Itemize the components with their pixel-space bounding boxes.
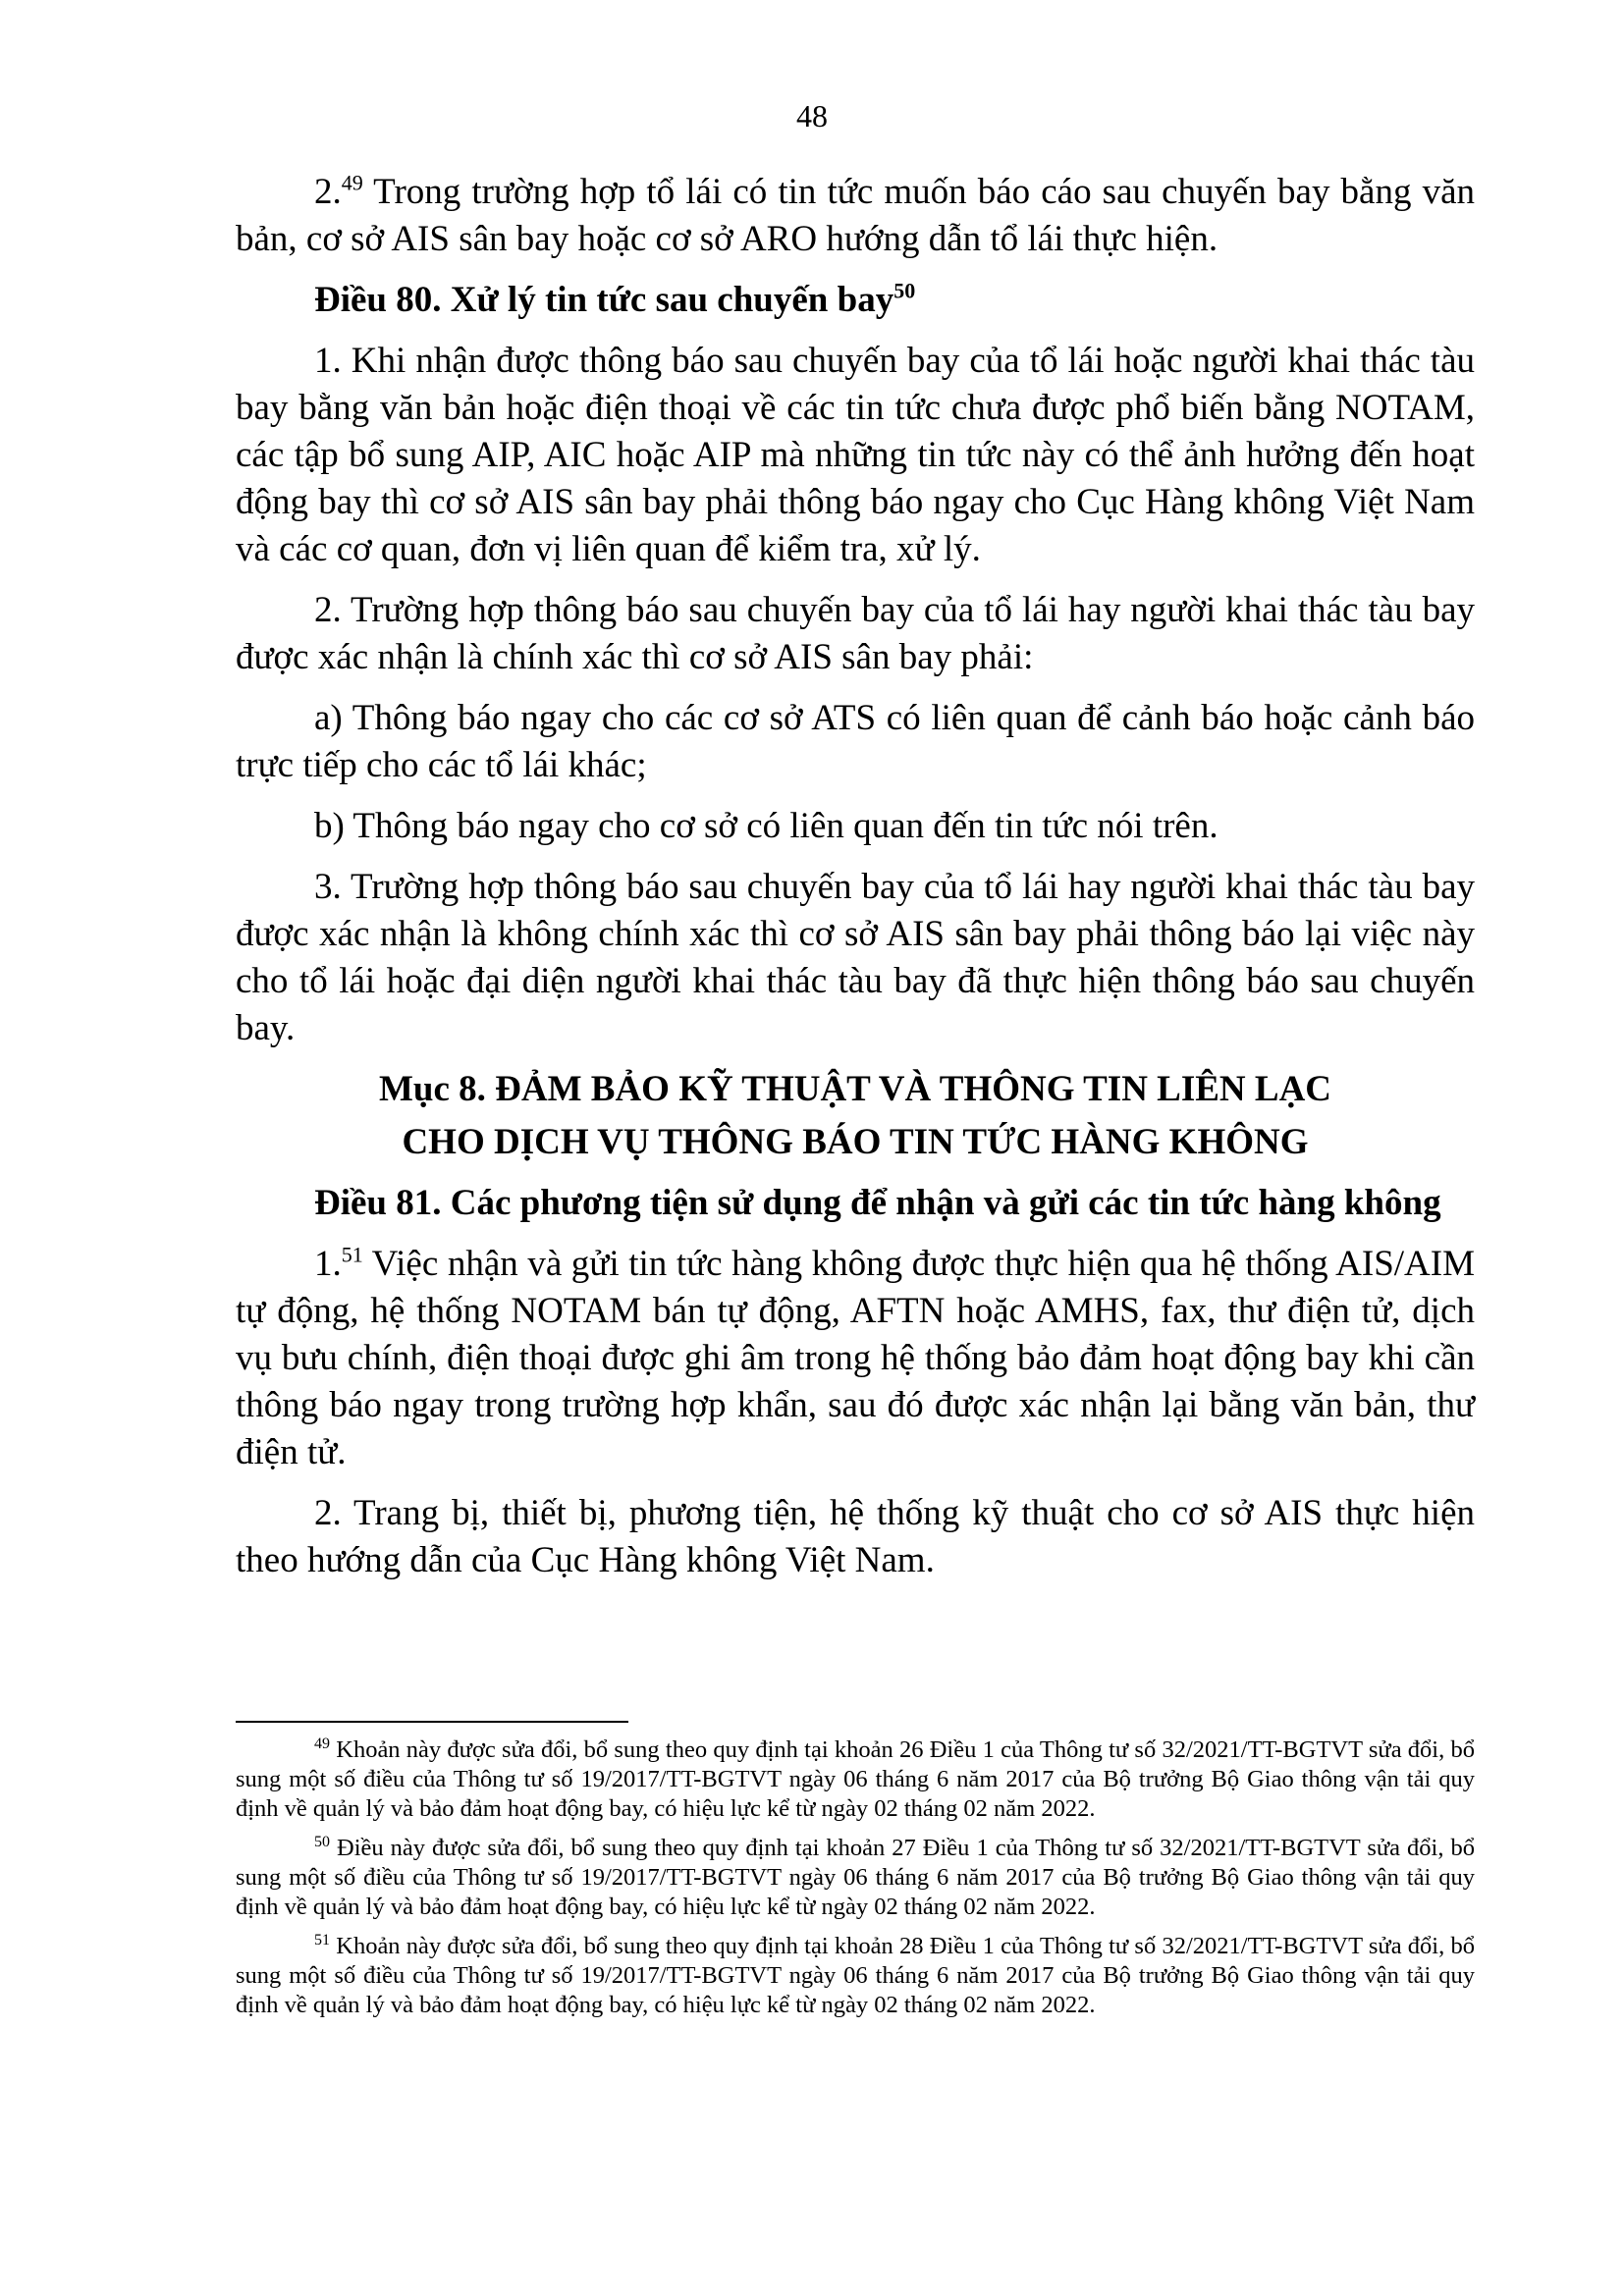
paragraph-art80-clause-2: 2. Trường hợp thông báo sau chuyến bay của tổ lái hay người khai thác tàu bay được xác nhận là chính xác thì cơ sở AIS sân bay phải: <box>236 590 1475 677</box>
article-80-heading <box>236 277 1475 324</box>
paragraph-art80-clause-3: 3. Trường hợp thông báo sau chuyến bay của tổ lái hay người khai thác tàu bay được xác nhận là không chính xác thì cơ sở AIS sân bay phải thông báo lại việc này cho tổ lái hoặc đại diện người khai thác tàu bay đã thực hiện thông báo sau chuyến bay. <box>236 867 1475 1048</box>
footnote-49 <box>236 1735 1475 1824</box>
paragraph-clause-2-art79 <box>236 169 1475 263</box>
footnotes <box>236 1735 1475 2030</box>
footnote-ref-49[interactable]: 49 <box>341 170 363 195</box>
footnote-51 <box>236 1932 1475 2020</box>
footnote-text: Khoản này được sửa đổi, bổ sung theo quy định tại khoản 28 Điều 1 của Thông tư số 32/2021/TT-BGTVT sửa đổi, bổ sung một số điều của Thông tư số 19/2017/TT-BGTVT ngày 06 tháng 6 năm 2017 của Bộ trưởng Bộ Giao thông vận tải quy định về quản lý và bảo đảm hoạt động bay, có hiệu lực kể từ ngày 02 tháng 02 năm 2022. <box>236 1933 1475 2018</box>
paragraph-art80-clause-1: 1. Khi nhận được thông báo sau chuyến bay của tổ lái hoặc người khai thác tàu bay bằng văn bản hoặc điện thoại về các tin tức chưa được phổ biến bằng NOTAM, các tập bổ sung AIP, AIC hoặc AIP mà những tin tức này có thể ảnh hưởng đến hoạt động bay thì cơ sở AIS sân bay phải thông báo ngay cho Cục Hàng không Việt Nam và các cơ quan, đơn vị liên quan để kiểm tra, xử lý. <box>236 341 1475 569</box>
section-8-heading-line-2: CHO DỊCH VỤ THÔNG BÁO TIN TỨC HÀNG KHÔNG <box>402 1122 1309 1162</box>
article-title: Điều 80. Xử lý tin tức sau chuyến bay <box>314 280 894 320</box>
paragraph-art80-point-b: b) Thông báo ngay cho cơ sở có liên quan đến tin tức nói trên. <box>314 806 1218 846</box>
clause-number: 2. <box>314 172 342 212</box>
document-body <box>236 169 1475 1598</box>
paragraph-art81-clause-1 <box>236 1241 1475 1476</box>
clause-number: 1. <box>314 1244 342 1284</box>
footnote-separator <box>236 1721 628 1723</box>
article-81-heading: Điều 81. Các phương tiện sử dụng để nhận và gửi các tin tức hàng không <box>314 1183 1441 1223</box>
paragraph-text: Trong trường hợp tổ lái có tin tức muốn báo cáo sau chuyến bay bằng văn bản, cơ sở AIS sân bay hoặc cơ sở ARO hướng dẫn tổ lái thực hiện. <box>236 172 1475 259</box>
footnote-number: 51 <box>314 1931 330 1949</box>
footnote-ref-50[interactable]: 50 <box>893 278 916 303</box>
paragraph-art81-clause-2: 2. Trang bị, thiết bị, phương tiện, hệ thống kỹ thuật cho cơ sở AIS thực hiện theo hướng dẫn của Cục Hàng không Việt Nam. <box>236 1493 1475 1580</box>
footnote-text: Khoản này được sửa đổi, bổ sung theo quy định tại khoản 26 Điều 1 của Thông tư số 32/2021/TT-BGTVT sửa đổi, bổ sung một số điều của Thông tư số 19/2017/TT-BGTVT ngày 06 tháng 6 năm 2017 của Bộ trưởng Bộ Giao thông vận tải quy định về quản lý và bảo đảm hoạt động bay, có hiệu lực kể từ ngày 02 tháng 02 năm 2022. <box>236 1736 1475 1822</box>
footnote-number: 49 <box>314 1735 330 1752</box>
footnote-50 <box>236 1834 1475 1922</box>
section-8-heading-line-1: Mục 8. ĐẢM BẢO KỸ THUẬT VÀ THÔNG TIN LIÊN LẠC <box>378 1069 1332 1109</box>
paragraph-art80-point-a: a) Thông báo ngay cho các cơ sở ATS có liên quan để cảnh báo hoặc cảnh báo trực tiếp cho các tổ lái khác; <box>236 698 1475 785</box>
footnote-text: Điều này được sửa đổi, bổ sung theo quy định tại khoản 27 Điều 1 của Thông tư số 32/2021/TT-BGTVT sửa đổi, bổ sung một số điều của Thông tư số 19/2017/TT-BGTVT ngày 06 tháng 6 năm 2017 của Bộ trưởng Bộ Giao thông vận tải quy định về quản lý và bảo đảm hoạt động bay, có hiệu lực kể từ ngày 02 tháng 02 năm 2022. <box>236 1835 1475 1920</box>
page-number: 48 <box>796 98 828 133</box>
paragraph-text: Việc nhận và gửi tin tức hàng không được thực hiện qua hệ thống AIS/AIM tự động, hệ thống NOTAM bán tự động, AFTN hoặc AMHS, fax, thư điện tử, dịch vụ bưu chính, điện thoại được ghi âm trong hệ thống bảo đảm hoạt động bay khi cần thông báo ngay trong trường hợp khẩn, sau đó được xác nhận lại bằng văn bản, thư điện tử. <box>236 1244 1475 1472</box>
footnote-ref-51[interactable]: 51 <box>341 1242 363 1267</box>
footnote-number: 50 <box>314 1833 330 1850</box>
